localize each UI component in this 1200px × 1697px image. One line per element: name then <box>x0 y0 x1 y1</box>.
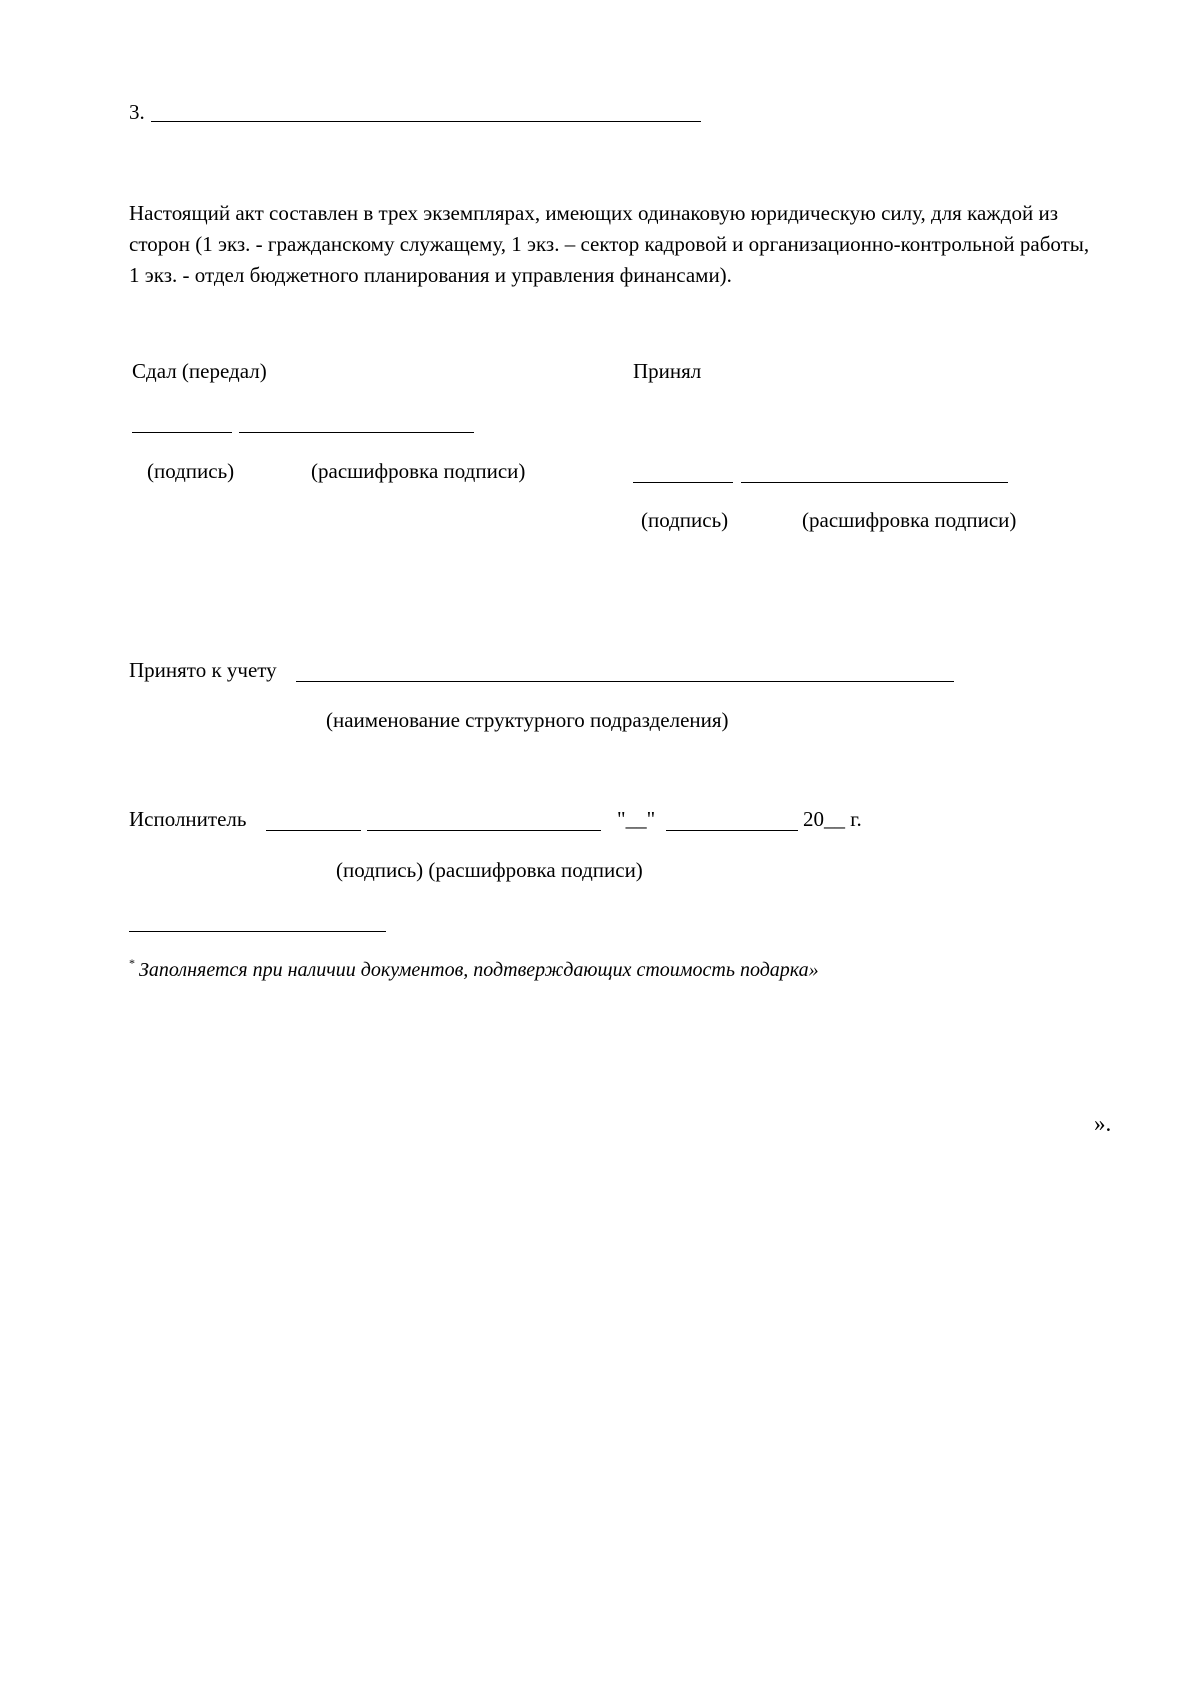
closing-quote: ». <box>1094 1111 1112 1136</box>
left-signature-line <box>132 432 232 433</box>
executor-label: Исполнитель <box>129 807 247 831</box>
paragraph-line-3: 1 экз. - отдел бюджетного планирования и управления финансами). <box>129 263 732 287</box>
copies-paragraph <box>129 198 1189 291</box>
left-decode-line <box>239 432 474 433</box>
item-number: 3. <box>129 100 145 124</box>
right-signature-line <box>633 482 733 483</box>
executor-caption: (подпись) (расшифровка подписи) <box>336 858 643 882</box>
transferred-by-title: Сдал (передал) <box>132 359 267 383</box>
paragraph-line-2: сторон (1 экз. - гражданскому служащему, 1 экз. – сектор кадровой и организационно-контрольной работы, <box>129 232 1090 256</box>
paragraph-line-1: Настоящий акт составлен в трех экземплярах, имеющих одинаковую юридическую силу, для каждой из <box>129 201 1059 225</box>
item-underline <box>151 121 701 122</box>
right-decode-line <box>741 482 1008 483</box>
executor-decode-line <box>367 830 601 831</box>
right-signature-caption: (подпись) <box>641 508 729 532</box>
executor-signature-line <box>266 830 361 831</box>
date-day: "__" <box>617 807 656 831</box>
right-decode-caption: (расшифровка подписи) <box>802 508 1017 532</box>
footnote <box>129 956 819 981</box>
footnote-separator <box>129 931 386 932</box>
accounting-label: Принято к учету <box>129 658 277 682</box>
date-year: 20__ г. <box>803 807 862 831</box>
date-month-line <box>666 830 798 831</box>
footnote-text: Заполняется при наличии документов, подтверждающих стоимость подарка» <box>139 959 819 981</box>
accounting-caption: (наименование структурного подразделения) <box>326 708 729 732</box>
footnote-marker: * <box>129 956 135 970</box>
left-decode-caption: (расшифровка подписи) <box>311 459 526 483</box>
accounting-underline <box>296 681 954 682</box>
left-signature-caption: (подпись) <box>147 459 235 483</box>
accepted-by-title: Принял <box>633 359 702 383</box>
